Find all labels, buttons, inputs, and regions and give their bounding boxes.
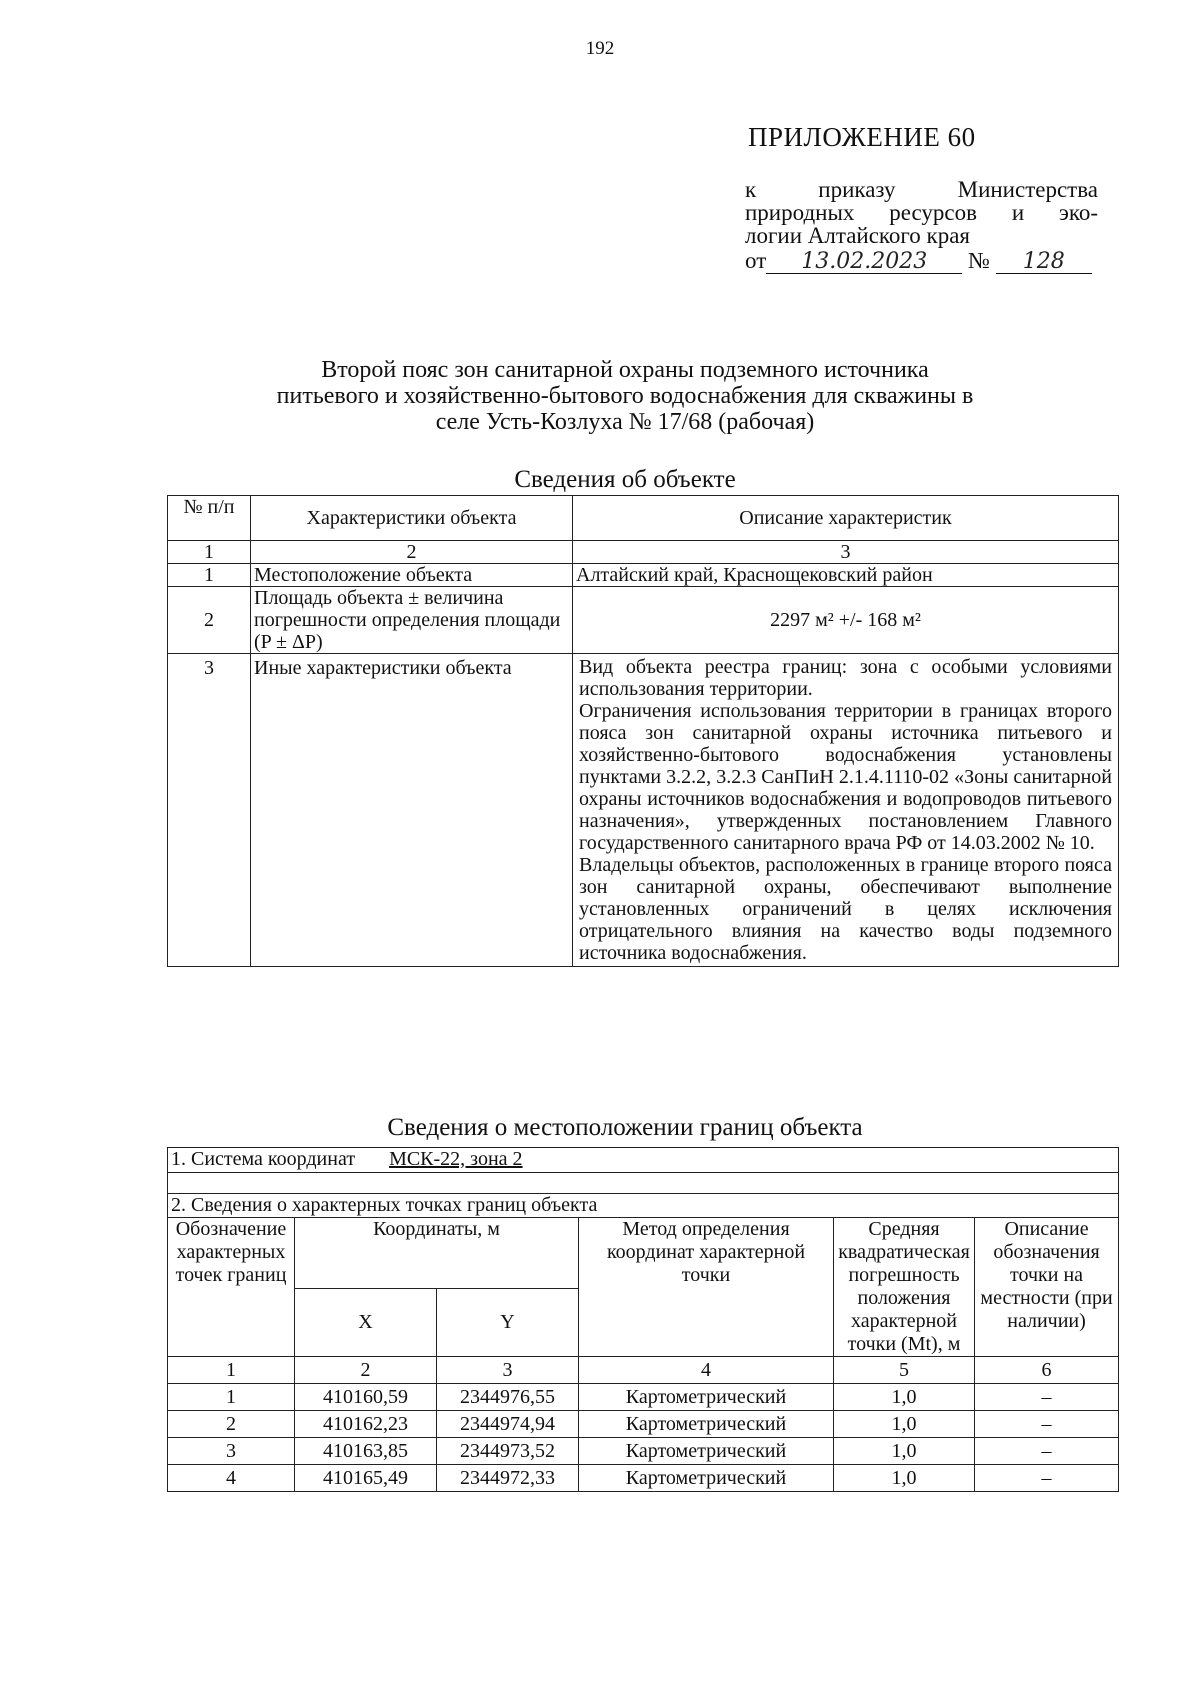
- point-error: 1,0: [834, 1384, 975, 1411]
- table-header-row: [168, 496, 1119, 541]
- point-id: 1: [168, 1384, 295, 1411]
- points-label-row: [168, 1194, 1119, 1218]
- point-x: 410165,49: [295, 1465, 437, 1492]
- document-title-line-2: питьевого и хозяйственно-бытового водоснабжения для скважины в: [276, 383, 974, 409]
- appendix-title: ПРИЛОЖЕНИЕ 60: [748, 122, 976, 152]
- points-label: 2. Сведения о характерных точках границ объекта: [168, 1194, 1119, 1218]
- point-id: 2: [168, 1411, 295, 1438]
- point-description: –: [975, 1465, 1119, 1492]
- col-number: 5: [834, 1357, 975, 1384]
- header-y: Y: [437, 1289, 579, 1357]
- header-coordinates: Координаты, м: [295, 1218, 579, 1289]
- point-x: 410162,23: [295, 1411, 437, 1438]
- order-date-line: [745, 249, 1098, 274]
- object-info-title: Сведения об объекте: [514, 466, 736, 493]
- row-name: Иные характеристики объекта: [251, 654, 573, 967]
- point-description: –: [975, 1438, 1119, 1465]
- point-description: –: [975, 1411, 1119, 1438]
- table-row: [168, 1411, 1119, 1438]
- col-number: 3: [573, 541, 1119, 564]
- table-header-row: [168, 1218, 1119, 1289]
- col-number: 4: [579, 1357, 834, 1384]
- order-reference: [745, 178, 1098, 274]
- col-number: 1: [168, 541, 251, 564]
- order-line-1: к приказу Министерства: [745, 177, 1098, 202]
- col-number: 2: [295, 1357, 437, 1384]
- row-number: 1: [168, 564, 251, 587]
- point-method: Картометрический: [579, 1465, 834, 1492]
- col-number: 3: [437, 1357, 579, 1384]
- point-method: Картометрический: [579, 1411, 834, 1438]
- header-error: Средняя квадратическая погрешность положения характерной точки (Mt), м: [834, 1218, 975, 1357]
- number-sign: №: [968, 248, 990, 273]
- header-description: Описание обозначения точки на местности (при наличии): [975, 1218, 1119, 1357]
- table-row: [168, 654, 1119, 967]
- row-number: 3: [168, 654, 251, 967]
- page-number: 192: [585, 38, 615, 59]
- point-y: 2344974,94: [437, 1411, 579, 1438]
- column-number-row: [168, 1357, 1119, 1384]
- date-prefix: от: [745, 248, 767, 273]
- coord-system-value: МСК-22, зона 2: [389, 1148, 523, 1170]
- row-number: 2: [168, 587, 251, 654]
- point-id: 4: [168, 1465, 295, 1492]
- table-row: [168, 1438, 1119, 1465]
- document-title-line-1: Второй пояс зон санитарной охраны подземного источника: [321, 357, 929, 383]
- col-number: 1: [168, 1357, 295, 1384]
- document-title-line-3: селе Усть-Козлуха № 17/68 (рабочая): [435, 409, 815, 435]
- empty-cell: [168, 1173, 1119, 1194]
- point-error: 1,0: [834, 1438, 975, 1465]
- point-method: Картометрический: [579, 1384, 834, 1411]
- header-point: Обозначение характерных точек границ: [168, 1218, 295, 1357]
- column-number-row: [168, 541, 1119, 564]
- desc-paragraph: Владельцы объектов, расположенных в границе второго пояса зон санитарной охраны, обеспечивают выполнение установленных ограничений в целях исключения отрицательного влияния на качество воды подземного источника водоснабжения.: [579, 854, 1112, 964]
- table-row: [168, 1465, 1119, 1492]
- table-row: [168, 564, 1119, 587]
- header-x: X: [295, 1289, 437, 1357]
- row-desc: Алтайский край, Краснощековский район: [573, 564, 1119, 587]
- point-description: –: [975, 1384, 1119, 1411]
- point-id: 3: [168, 1438, 295, 1465]
- handwritten-date: 13.02.2023: [766, 251, 962, 274]
- table-row: [168, 1384, 1119, 1411]
- location-title: Сведения о местоположении границ объекта: [387, 1114, 863, 1141]
- row-name: Местоположение объекта: [251, 564, 573, 587]
- point-method: Картометрический: [579, 1438, 834, 1465]
- point-x: 410163,85: [295, 1438, 437, 1465]
- header-number: № п/п: [168, 496, 251, 541]
- order-line-3: логии Алтайского края: [745, 223, 971, 248]
- point-y: 2344972,33: [437, 1465, 579, 1492]
- coord-system-row: [168, 1148, 1119, 1173]
- desc-paragraph: Вид объекта реестра границ: зона с особыми условиями использования территории.: [579, 656, 1112, 700]
- table-row: [168, 587, 1119, 654]
- coord-system: [168, 1148, 1119, 1173]
- point-y: 2344973,52: [437, 1438, 579, 1465]
- header-characteristics: Характеристики объекта: [251, 496, 573, 541]
- desc-paragraph: Ограничения использования территории в границах второго пояса зон санитарной охраны источника питьевого и хозяйственно-бытового водоснабжения установлены пунктами 3.2.2, 3.2.3 СанПиН 2.1.4.1110-02 «Зоны санитарной охраны источников водоснабжения и водопроводов питьевого назначения», утвержденных постановлением Главного государственного санитарного врача РФ от 14.03.2002 № 10.: [579, 700, 1112, 854]
- point-error: 1,0: [834, 1411, 975, 1438]
- empty-row: [168, 1173, 1119, 1194]
- col-number: 6: [975, 1357, 1119, 1384]
- coordinates-table: [167, 1147, 1119, 1492]
- row-desc: [573, 654, 1119, 967]
- object-info-table: [167, 495, 1119, 967]
- point-y: 2344976,55: [437, 1384, 579, 1411]
- header-method: Метод определения координат характерной точки: [579, 1218, 834, 1357]
- point-x: 410160,59: [295, 1384, 437, 1411]
- order-line-2: природных ресурсов и эко-: [745, 200, 1098, 225]
- row-desc: 2297 м² +/- 168 м²: [573, 587, 1119, 654]
- col-number: 2: [251, 541, 573, 564]
- point-error: 1,0: [834, 1465, 975, 1492]
- row-name: Площадь объекта ± величина погрешности определения площади (P ± ΔP): [251, 587, 573, 654]
- header-description: Описание характеристик: [573, 496, 1119, 541]
- handwritten-order-number: 128: [996, 251, 1092, 274]
- document-title: [150, 357, 1100, 435]
- coord-system-label: 1. Система координат: [171, 1148, 356, 1170]
